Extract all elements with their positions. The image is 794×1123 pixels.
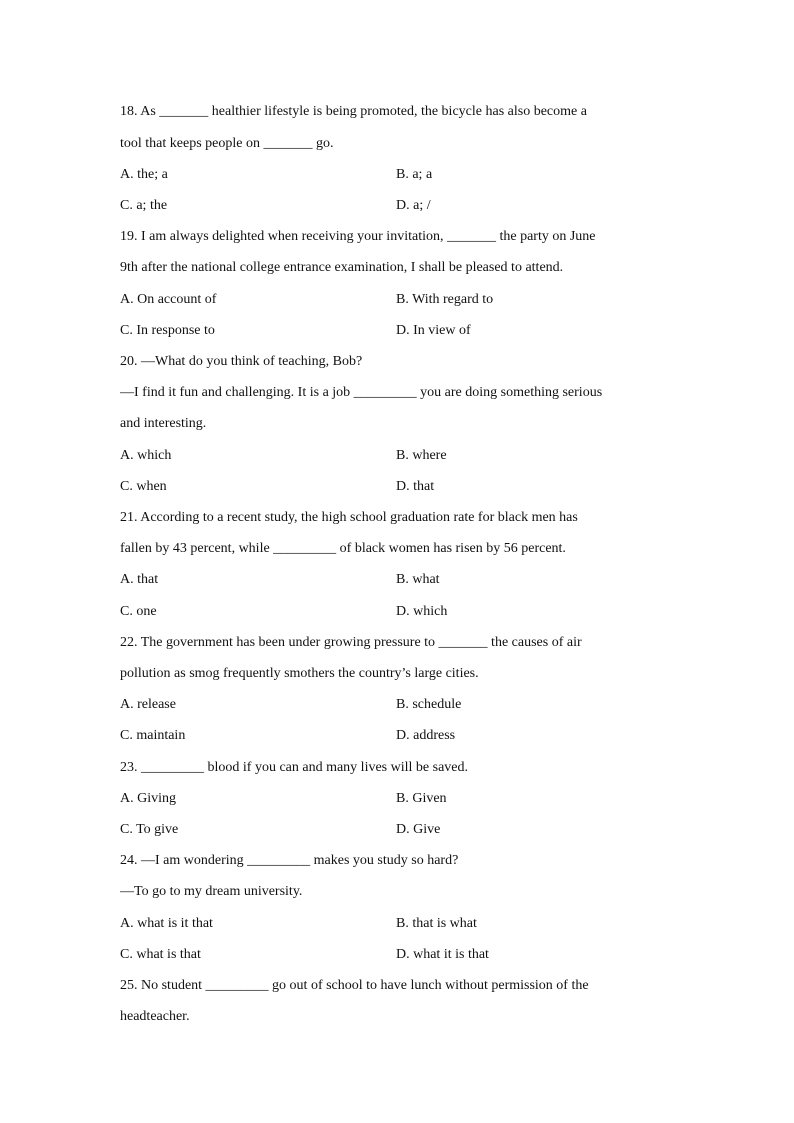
option-a[interactable]: A. Giving — [120, 791, 176, 806]
option-c[interactable]: C. To give — [120, 822, 179, 837]
question-text-line: pollution as smog frequently smothers the country’s large cities. — [120, 666, 479, 681]
option-d[interactable]: D. that — [396, 479, 435, 494]
option-a[interactable]: A. that — [120, 572, 159, 587]
option-d[interactable]: D. a; / — [396, 198, 431, 213]
question-text-line: —I find it fun and challenging. It is a job _________ you are doing something serious — [120, 385, 603, 400]
option-d[interactable]: D. address — [396, 728, 456, 743]
option-b[interactable]: B. that is what — [396, 916, 477, 931]
question-text-line: 20. —What do you think of teaching, Bob? — [120, 354, 363, 369]
option-d[interactable]: D. Give — [396, 822, 441, 837]
option-a[interactable]: A. which — [120, 448, 172, 463]
question-text-line: 18. As _______ healthier lifestyle is being promoted, the bicycle has also become a — [120, 104, 587, 119]
question-text-line: fallen by 43 percent, while _________ of black women has risen by 56 percent. — [120, 541, 566, 556]
option-a[interactable]: A. On account of — [120, 292, 217, 307]
question-text-line: 23. _________ blood if you can and many lives will be saved. — [120, 760, 468, 775]
option-c[interactable]: C. when — [120, 479, 167, 494]
option-c[interactable]: C. what is that — [120, 947, 201, 962]
question-text-line: 9th after the national college entrance examination, I shall be pleased to attend. — [120, 260, 564, 275]
option-b[interactable]: B. a; a — [396, 167, 433, 182]
question-text-line: 19. I am always delighted when receiving your invitation, _______ the party on June — [120, 229, 596, 244]
option-c[interactable]: C. a; the — [120, 198, 168, 213]
question-text-line: tool that keeps people on _______ go. — [120, 136, 334, 151]
question-text-line: 22. The government has been under growing pressure to _______ the causes of air — [120, 635, 582, 650]
option-c[interactable]: C. one — [120, 604, 157, 619]
question-text-line: and interesting. — [120, 416, 207, 431]
option-a[interactable]: A. what is it that — [120, 916, 213, 931]
question-text-line: headteacher. — [120, 1009, 190, 1024]
option-b[interactable]: B. schedule — [396, 697, 462, 712]
option-b[interactable]: B. Given — [396, 791, 447, 806]
option-a[interactable]: A. release — [120, 697, 176, 712]
option-c[interactable]: C. maintain — [120, 728, 186, 743]
option-b[interactable]: B. what — [396, 572, 440, 587]
question-text-line: 21. According to a recent study, the high school graduation rate for black men has — [120, 510, 578, 525]
option-d[interactable]: D. what it is that — [396, 947, 489, 962]
option-b[interactable]: B. With regard to — [396, 292, 494, 307]
option-d[interactable]: D. which — [396, 604, 448, 619]
option-d[interactable]: D. In view of — [396, 323, 471, 338]
question-text-line: 24. —I am wondering _________ makes you study so hard? — [120, 853, 459, 868]
option-c[interactable]: C. In response to — [120, 323, 215, 338]
option-a[interactable]: A. the; a — [120, 167, 168, 182]
question-text-line: —To go to my dream university. — [120, 884, 303, 899]
option-b[interactable]: B. where — [396, 448, 447, 463]
question-text-line: 25. No student _________ go out of school to have lunch without permission of the — [120, 978, 589, 993]
